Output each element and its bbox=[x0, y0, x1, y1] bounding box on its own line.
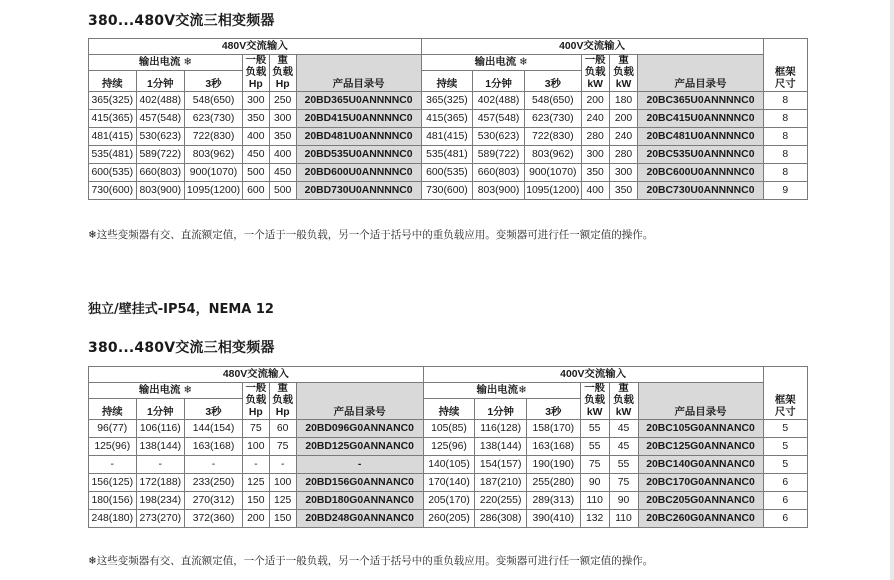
header-line: 框架 bbox=[774, 395, 796, 406]
header-line: 一般 bbox=[584, 55, 606, 66]
normal-duty-hp-cell: 400 bbox=[242, 128, 269, 146]
catalog-number-400-cell: 20BC125G0ANNANC0 bbox=[638, 438, 763, 456]
one-min-header: 1分钟 bbox=[136, 71, 185, 92]
section2-heading: 独立/壁挂式-IP54，NEMA 12 bbox=[88, 302, 274, 317]
three-sec-current-cell: 372(360) bbox=[185, 510, 243, 528]
table-row bbox=[89, 420, 808, 438]
frame-size-cell: 8 bbox=[763, 164, 808, 182]
normal-duty-kw-cell: 90 bbox=[580, 474, 609, 492]
cont-current-cell: 600(535) bbox=[89, 164, 137, 182]
catalog-number-400-cell: 20BC260G0ANNANC0 bbox=[638, 510, 763, 528]
heavy-duty-hp-cell: 75 bbox=[269, 438, 296, 456]
normal-duty-kw-cell: 300 bbox=[581, 146, 609, 164]
frame-header-spacer bbox=[763, 39, 808, 55]
three-sec-current-400-cell: 190(190) bbox=[526, 456, 580, 474]
one-min-current-400-cell: 457(548) bbox=[473, 110, 525, 128]
cont-current-cell: 156(125) bbox=[89, 474, 137, 492]
table-row bbox=[89, 438, 808, 456]
output-current-header-400: 输出电流❄ bbox=[423, 383, 580, 399]
spec-table-2-body bbox=[89, 420, 808, 528]
one-min-current-cell: 138(144) bbox=[136, 438, 185, 456]
cont-current-cell: 365(325) bbox=[89, 92, 137, 110]
three-sec-current-400-cell: 289(313) bbox=[526, 492, 580, 510]
frame-size-cell: 6 bbox=[763, 492, 807, 510]
three-sec-current-400-cell: 623(730) bbox=[524, 110, 581, 128]
frame-size-cell: 5 bbox=[763, 456, 807, 474]
normal-duty-hp-cell: 300 bbox=[242, 92, 269, 110]
heavy-duty-hp-cell: 125 bbox=[269, 492, 296, 510]
one-min-current-400-cell: 187(210) bbox=[475, 474, 527, 492]
heavy-duty-hp-header bbox=[269, 383, 296, 420]
output-current-header: 输出电流 ❄ bbox=[89, 55, 243, 71]
heavy-duty-kw-cell: 280 bbox=[609, 146, 638, 164]
heavy-duty-kw-cell: 300 bbox=[609, 164, 638, 182]
heavy-duty-kw-cell: 45 bbox=[609, 438, 638, 456]
normal-duty-hp-cell: 125 bbox=[242, 474, 269, 492]
one-min-current-400-cell: 530(623) bbox=[473, 128, 525, 146]
catalog-number-400-cell: 20BC481U0ANNNNC0 bbox=[638, 128, 763, 146]
heavy-duty-kw-cell: 55 bbox=[609, 456, 638, 474]
normal-duty-kw-header bbox=[580, 383, 609, 420]
catalog-number-400-cell: 20BC105G0ANNANC0 bbox=[638, 420, 763, 438]
table-row bbox=[89, 110, 808, 128]
heavy-duty-hp-cell: 250 bbox=[269, 92, 296, 110]
heavy-duty-kw-cell: 110 bbox=[609, 510, 638, 528]
catalog-header: 产品目录号 bbox=[296, 383, 423, 420]
catalog-number-400-cell: 20BC535U0ANNNNC0 bbox=[638, 146, 763, 164]
three-sec-current-400-cell: 803(962) bbox=[524, 146, 581, 164]
three-sec-current-400-cell: 900(1070) bbox=[524, 164, 581, 182]
three-sec-current-cell: 803(962) bbox=[185, 146, 243, 164]
one-min-current-400-cell: 402(488) bbox=[473, 92, 525, 110]
catalog-number-cell: 20BD125G0ANNANC0 bbox=[296, 438, 423, 456]
heavy-duty-hp-header bbox=[269, 55, 296, 92]
normal-duty-kw-cell: 200 bbox=[581, 92, 609, 110]
output-current-header: 输出电流 ❄ bbox=[89, 383, 243, 399]
frame-size-cell: 6 bbox=[763, 474, 807, 492]
header-line: Hp bbox=[248, 407, 263, 418]
three-sec-current-400-cell: 722(830) bbox=[524, 128, 581, 146]
header-line: 重 bbox=[618, 55, 629, 66]
cont-current-cell: - bbox=[89, 456, 137, 474]
cont-current-cell: 481(415) bbox=[89, 128, 137, 146]
table-row bbox=[89, 474, 808, 492]
heavy-duty-kw-cell: 90 bbox=[609, 492, 638, 510]
three-sec-header: 3秒 bbox=[185, 399, 243, 420]
heavy-duty-kw-header bbox=[609, 383, 638, 420]
cont-current-cell: 535(481) bbox=[89, 146, 137, 164]
three-sec-current-cell: 163(168) bbox=[185, 438, 243, 456]
three-sec-current-400-cell: 548(650) bbox=[524, 92, 581, 110]
frame-header-spacer bbox=[763, 367, 807, 383]
catalog-number-cell: 20BD730U0ANNNNC0 bbox=[296, 182, 421, 200]
normal-duty-kw-header bbox=[581, 55, 609, 92]
one-min-current-cell: 106(116) bbox=[136, 420, 185, 438]
heavy-duty-hp-cell: 350 bbox=[269, 128, 296, 146]
catalog-number-cell: - bbox=[296, 456, 423, 474]
three-sec-current-400-cell: 390(410) bbox=[526, 510, 580, 528]
heavy-duty-hp-cell: - bbox=[269, 456, 296, 474]
header-line: 一般 bbox=[245, 383, 267, 394]
header-line: 一般 bbox=[584, 383, 605, 394]
header-line: kW bbox=[587, 79, 603, 90]
three-sec-current-400-cell: 158(170) bbox=[526, 420, 580, 438]
catalog-number-400-cell: 20BC205G0ANNANC0 bbox=[638, 492, 763, 510]
header-line: 重 bbox=[277, 383, 288, 394]
normal-duty-kw-cell: 132 bbox=[580, 510, 609, 528]
frame-size-cell: 5 bbox=[763, 420, 807, 438]
one-min-current-cell: 172(188) bbox=[136, 474, 185, 492]
heavy-duty-kw-cell: 200 bbox=[609, 110, 638, 128]
frame-size-cell: 8 bbox=[763, 110, 808, 128]
one-min-current-cell: - bbox=[136, 456, 185, 474]
cont-current-400-cell: 730(600) bbox=[421, 182, 473, 200]
three-sec-current-400-cell: 1095(1200) bbox=[524, 182, 581, 200]
table-row bbox=[89, 182, 808, 200]
three-sec-current-cell: 144(154) bbox=[185, 420, 243, 438]
cont-current-cell: 180(156) bbox=[89, 492, 137, 510]
catalog-header-400: 产品目录号 bbox=[638, 383, 763, 420]
three-sec-header-400: 3秒 bbox=[524, 71, 581, 92]
normal-duty-hp-cell: - bbox=[242, 456, 269, 474]
normal-duty-hp-cell: 75 bbox=[242, 420, 269, 438]
one-min-header: 1分钟 bbox=[136, 399, 185, 420]
three-sec-current-cell: 722(830) bbox=[185, 128, 243, 146]
group-400v-header: 400V交流输入 bbox=[421, 39, 763, 55]
heavy-duty-hp-cell: 100 bbox=[269, 474, 296, 492]
cont-current-400-cell: 105(85) bbox=[423, 420, 475, 438]
one-min-current-400-cell: 660(803) bbox=[473, 164, 525, 182]
normal-duty-kw-cell: 280 bbox=[581, 128, 609, 146]
header-line: 尺寸 bbox=[774, 79, 796, 90]
header-line: 重 bbox=[277, 55, 288, 66]
header-line: 负载 bbox=[245, 395, 267, 406]
three-sec-header-400: 3秒 bbox=[526, 399, 580, 420]
header-line: Hp bbox=[275, 79, 290, 90]
header-line: 重 bbox=[618, 383, 629, 394]
cont-current-cell: 248(180) bbox=[89, 510, 137, 528]
one-min-current-400-cell: 116(128) bbox=[475, 420, 527, 438]
cont-header: 持续 bbox=[89, 71, 137, 92]
catalog-number-400-cell: 20BC415U0ANNNNC0 bbox=[638, 110, 763, 128]
header-line: 负载 bbox=[245, 67, 267, 78]
cont-current-cell: 730(600) bbox=[89, 182, 137, 200]
heavy-duty-kw-cell: 75 bbox=[609, 474, 638, 492]
cont-current-400-cell: 600(535) bbox=[421, 164, 473, 182]
heavy-duty-kw-cell: 180 bbox=[609, 92, 638, 110]
header-line: 负载 bbox=[584, 67, 606, 78]
normal-duty-hp-cell: 200 bbox=[242, 510, 269, 528]
cont-current-400-cell: 481(415) bbox=[421, 128, 473, 146]
normal-duty-kw-cell: 110 bbox=[580, 492, 609, 510]
catalog-number-400-cell: 20BC365U0ANNNNC0 bbox=[638, 92, 763, 110]
normal-duty-hp-cell: 350 bbox=[242, 110, 269, 128]
table-row bbox=[89, 456, 808, 474]
catalog-number-cell: 20BD156G0ANNANC0 bbox=[296, 474, 423, 492]
normal-duty-hp-cell: 600 bbox=[242, 182, 269, 200]
heavy-duty-kw-cell: 350 bbox=[609, 182, 638, 200]
normal-duty-hp-cell: 150 bbox=[242, 492, 269, 510]
cont-current-400-cell: 415(365) bbox=[421, 110, 473, 128]
frame-size-header bbox=[763, 383, 807, 420]
three-sec-current-cell: 900(1070) bbox=[185, 164, 243, 182]
group-480v-header: 480V交流输入 bbox=[89, 39, 422, 55]
normal-duty-hp-cell: 450 bbox=[242, 146, 269, 164]
three-sec-current-cell: 233(250) bbox=[185, 474, 243, 492]
catalog-header: 产品目录号 bbox=[296, 55, 421, 92]
header-line: 负载 bbox=[272, 67, 294, 78]
cont-current-400-cell: 365(325) bbox=[421, 92, 473, 110]
catalog-number-cell: 20BD096G0ANNANC0 bbox=[296, 420, 423, 438]
three-sec-current-400-cell: 163(168) bbox=[526, 438, 580, 456]
table-row bbox=[89, 146, 808, 164]
three-sec-current-cell: 270(312) bbox=[185, 492, 243, 510]
footnote-1: ❄这些变频器有交、直流额定值，一个适于一般负载，另一个适于括号中的重负载应用。变频器可进行任一额定值的操作。 bbox=[88, 229, 654, 241]
frame-size-cell: 6 bbox=[763, 510, 807, 528]
cont-current-cell: 415(365) bbox=[89, 110, 137, 128]
heavy-duty-hp-cell: 60 bbox=[269, 420, 296, 438]
three-sec-header: 3秒 bbox=[185, 71, 243, 92]
one-min-current-400-cell: 803(900) bbox=[473, 182, 525, 200]
heavy-duty-hp-cell: 450 bbox=[269, 164, 296, 182]
footnote-2: ❄这些变频器有交、直流额定值，一个适于一般负载，另一个适于括号中的重负载应用。变频器可进行任一额定值的操作。 bbox=[88, 555, 654, 567]
normal-duty-hp-cell: 500 bbox=[242, 164, 269, 182]
catalog-number-400-cell: 20BC730U0ANNNNC0 bbox=[638, 182, 763, 200]
one-min-current-cell: 589(722) bbox=[136, 146, 185, 164]
heavy-duty-hp-cell: 300 bbox=[269, 110, 296, 128]
normal-duty-kw-cell: 240 bbox=[581, 110, 609, 128]
header-line: 负载 bbox=[613, 395, 634, 406]
cont-current-400-cell: 535(481) bbox=[421, 146, 473, 164]
cont-current-400-cell: 260(205) bbox=[423, 510, 475, 528]
three-sec-current-cell: 623(730) bbox=[185, 110, 243, 128]
table-row bbox=[89, 128, 808, 146]
cont-current-cell: 125(96) bbox=[89, 438, 137, 456]
one-min-current-cell: 273(270) bbox=[136, 510, 185, 528]
one-min-current-cell: 402(488) bbox=[136, 92, 185, 110]
normal-duty-hp-header bbox=[242, 55, 269, 92]
heavy-duty-hp-cell: 500 bbox=[269, 182, 296, 200]
one-min-current-400-cell: 286(308) bbox=[475, 510, 527, 528]
frame-size-cell: 8 bbox=[763, 146, 808, 164]
one-min-current-400-cell: 138(144) bbox=[475, 438, 527, 456]
one-min-header-400: 1分钟 bbox=[475, 399, 527, 420]
three-sec-current-cell: 548(650) bbox=[185, 92, 243, 110]
frame-size-cell: 9 bbox=[763, 182, 808, 200]
spec-table-1 bbox=[88, 38, 808, 200]
heavy-duty-hp-cell: 400 bbox=[269, 146, 296, 164]
header-line: kW bbox=[615, 79, 632, 90]
group-480v-header: 480V交流输入 bbox=[89, 367, 424, 383]
frame-size-cell: 5 bbox=[763, 438, 807, 456]
catalog-number-400-cell: 20BC140G0ANNANC0 bbox=[638, 456, 763, 474]
cont-current-400-cell: 140(105) bbox=[423, 456, 475, 474]
catalog-header-400: 产品目录号 bbox=[638, 55, 763, 92]
section2-title: 380...480V交流三相变频器 bbox=[88, 340, 275, 356]
normal-duty-kw-cell: 55 bbox=[580, 438, 609, 456]
header-line: kW bbox=[586, 407, 603, 418]
output-current-header-400: 输出电流 ❄ bbox=[421, 55, 581, 71]
frame-size-header bbox=[763, 55, 808, 92]
one-min-current-cell: 457(548) bbox=[136, 110, 185, 128]
three-sec-current-cell: - bbox=[185, 456, 243, 474]
cont-current-400-cell: 170(140) bbox=[423, 474, 475, 492]
header-line: 负载 bbox=[272, 395, 294, 406]
cont-current-400-cell: 125(96) bbox=[423, 438, 475, 456]
one-min-header-400: 1分钟 bbox=[473, 71, 525, 92]
catalog-number-400-cell: 20BC600U0ANNNNC0 bbox=[638, 164, 763, 182]
cont-header-400: 持续 bbox=[423, 399, 475, 420]
one-min-current-400-cell: 220(255) bbox=[475, 492, 527, 510]
normal-duty-kw-cell: 350 bbox=[581, 164, 609, 182]
normal-duty-hp-header bbox=[242, 383, 269, 420]
normal-duty-hp-cell: 100 bbox=[242, 438, 269, 456]
three-sec-current-cell: 1095(1200) bbox=[185, 182, 243, 200]
header-line: 尺寸 bbox=[774, 407, 796, 418]
one-min-current-cell: 198(234) bbox=[136, 492, 185, 510]
one-min-current-cell: 530(623) bbox=[136, 128, 185, 146]
header-line: Hp bbox=[275, 407, 290, 418]
heavy-duty-kw-header bbox=[609, 55, 638, 92]
header-line: 一般 bbox=[245, 55, 267, 66]
normal-duty-kw-cell: 400 bbox=[581, 182, 609, 200]
cont-current-cell: 96(77) bbox=[89, 420, 137, 438]
cont-header: 持续 bbox=[89, 399, 137, 420]
table-row bbox=[89, 492, 808, 510]
one-min-current-cell: 803(900) bbox=[136, 182, 185, 200]
catalog-number-cell: 20BD365U0ANNNNC0 bbox=[296, 92, 421, 110]
frame-size-cell: 8 bbox=[763, 92, 808, 110]
group-400v-header: 400V交流输入 bbox=[423, 367, 763, 383]
table-row bbox=[89, 510, 808, 528]
frame-size-cell: 8 bbox=[763, 128, 808, 146]
one-min-current-400-cell: 154(157) bbox=[475, 456, 527, 474]
spec-table-2 bbox=[88, 366, 808, 528]
catalog-number-400-cell: 20BC170G0ANNANC0 bbox=[638, 474, 763, 492]
header-line: 负载 bbox=[613, 67, 634, 78]
spec-table-1-body bbox=[89, 92, 808, 200]
table-row bbox=[89, 164, 808, 182]
one-min-current-400-cell: 589(722) bbox=[473, 146, 525, 164]
one-min-current-cell: 660(803) bbox=[136, 164, 185, 182]
heavy-duty-kw-cell: 240 bbox=[609, 128, 638, 146]
header-line: kW bbox=[615, 407, 632, 418]
section1-title: 380...480V交流三相变频器 bbox=[88, 13, 275, 29]
three-sec-current-400-cell: 255(280) bbox=[526, 474, 580, 492]
catalog-number-cell: 20BD600U0ANNNNC0 bbox=[296, 164, 421, 182]
catalog-number-cell: 20BD248G0ANNANC0 bbox=[296, 510, 423, 528]
heavy-duty-kw-cell: 45 bbox=[609, 420, 638, 438]
cont-header-400: 持续 bbox=[421, 71, 473, 92]
table-row bbox=[89, 92, 808, 110]
header-line: 框架 bbox=[774, 67, 796, 78]
heavy-duty-hp-cell: 150 bbox=[269, 510, 296, 528]
header-line: 负载 bbox=[584, 395, 605, 406]
catalog-number-cell: 20BD180G0ANNANC0 bbox=[296, 492, 423, 510]
normal-duty-kw-cell: 75 bbox=[580, 456, 609, 474]
catalog-number-cell: 20BD481U0ANNNNC0 bbox=[296, 128, 421, 146]
normal-duty-kw-cell: 55 bbox=[580, 420, 609, 438]
catalog-number-cell: 20BD415U0ANNNNC0 bbox=[296, 110, 421, 128]
catalog-number-cell: 20BD535U0ANNNNC0 bbox=[296, 146, 421, 164]
header-line: Hp bbox=[248, 79, 263, 90]
page-edge bbox=[890, 0, 894, 580]
cont-current-400-cell: 205(170) bbox=[423, 492, 475, 510]
